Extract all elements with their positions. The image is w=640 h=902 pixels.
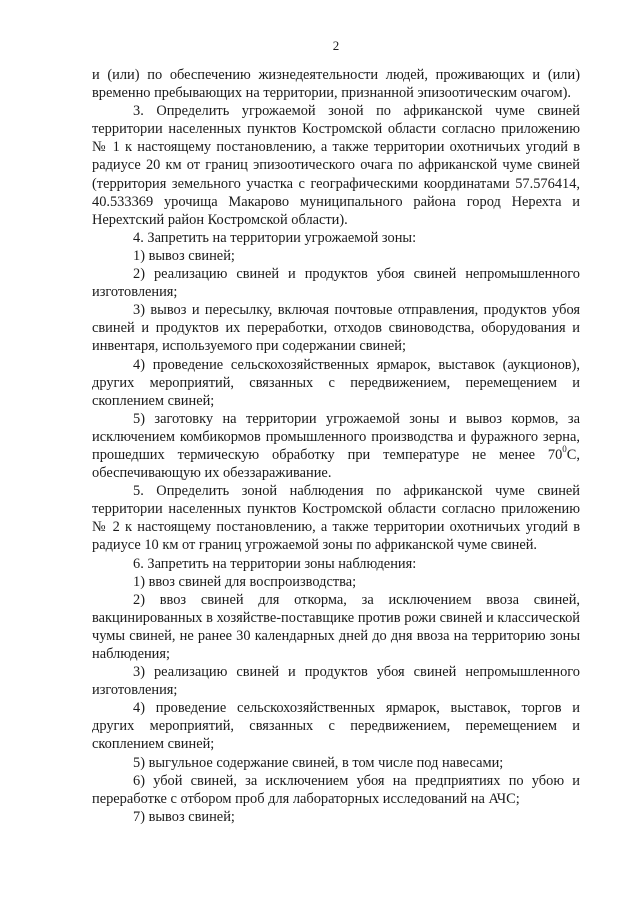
paragraph-item-4-4: 4) проведение сельскохозяйственных ярмарок, выставок (аукционов), других мероприятий, связанных с передвижением, перемещением и скоплением свиней; [92,356,580,409]
paragraph-item-4-3: 3) вывоз и пересылку, включая почтовые отправления, продуктов убоя свиней и продуктов их переработки, отходов свиноводства, оборудования и инвентаря, используемого при содержании свиней; [92,302,580,355]
paragraph-continuation: и (или) по обеспечению жизнедеятельности людей, проживающих и (или) временно пребывающих на территории, признанной эпизоотическим очагом). [92,67,580,102]
document-body [92,66,580,826]
paragraph-item-6-2: 2) ввоз свиней для откорма, за исключением ввоза свиней, вакцинированных в хозяйстве-поставщике против рожи свиней и классической чумы свиней, не ранее 30 календарных дней до дня ввоза на территорию зоны наблюдения; [92,591,580,662]
page-number: 2 [332,38,340,53]
paragraph-item-4-heading: 4. Запретить на территории угрожаемой зоны: [133,229,417,246]
paragraph-item-4-5 [92,410,580,482]
paragraph-item-3-threatened-zone: 3. Определить угрожаемой зоной по африканской чуме свиней территории населенных пунктов Костромской области согласно приложению № 1 к настоящему постановлению, а также территории охотничьих угодий в радиусе 20 км от границ эпизоотического очага по африканской чуме свиней (территория земельного участка с географическими координатами 57.576414, 40.533369 урочища Макарово муниципального района город Нерехта и Нерехтский район Костромской области). [92,103,580,228]
paragraph-item-4-2: 2) реализацию свиней и продуктов убоя свиней непромышленного изготовления; [92,266,580,301]
paragraph-item-6-heading: 6. Запретить на территории зоны наблюдения: [133,555,417,572]
paragraph-item-4-1: 1) вывоз свиней; [133,247,235,264]
paragraph-item-6-3: 3) реализацию свиней и продуктов убоя свиней непромышленного изготовления; [92,664,580,699]
paragraph-item-5-observation-zone: 5. Определить зоной наблюдения по африканской чуме свиней территории населенных пунктов Костромской области согласно приложению № 2 к настоящему постановлению, а также территории охотничьих угодий в радиусе 10 км от границ угрожаемой зоны по африканской чуме свиней. [92,483,580,554]
paragraph-item-6-1: 1) ввоз свиней для воспроизводства; [133,573,357,590]
paragraph-item-6-6: 6) убой свиней, за исключением убоя на предприятиях по убою и переработке с отбором проб для лабораторных исследований на АЧС; [92,772,580,807]
paragraph-item-4-5-text: 5) заготовку на территории угрожаемой зоны и вывоз кормов, за исключением комбикормов промышленного производства и фуражного зерна, прошедших термическую обработку при температуре не менее 70 [92,410,580,463]
paragraph-item-6-4: 4) проведение сельскохозяйственных ярмарок, выставок, торгов и других мероприятий, связанных с передвижением, перемещением и скоплением свиней; [92,700,580,753]
degree-superscript: 0 [562,444,567,455]
paragraph-item-6-5: 5) выгульное содержание свиней, в том числе под навесами; [133,754,504,771]
paragraph-item-4-5-text-end: С, обеспечивающую их обеззараживание. [92,446,580,482]
paragraph-item-6-7: 7) вывоз свиней; [133,808,235,825]
